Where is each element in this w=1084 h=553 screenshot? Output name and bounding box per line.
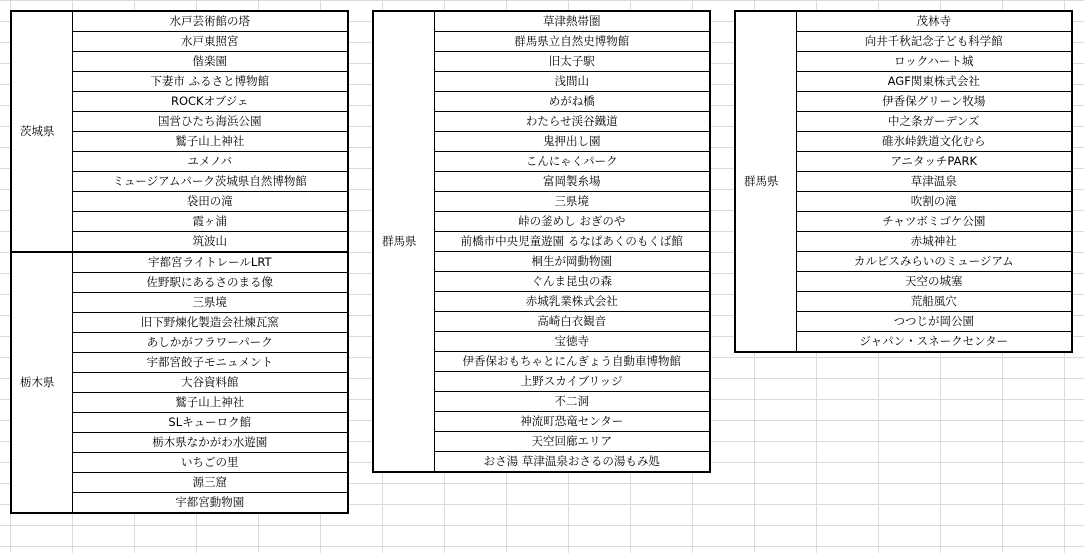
place-cell[interactable]: 水戸東照宮 <box>72 32 348 52</box>
table-row <box>11 11 348 32</box>
place-cell[interactable]: 旧下野煉化製造会社煉瓦窯 <box>72 313 348 333</box>
place-cell[interactable]: 宇都宮餃子モニュメント <box>72 353 348 373</box>
prefecture-cell[interactable]: 群馬県 <box>735 11 796 352</box>
place-cell[interactable]: ぐんま昆虫の森 <box>434 272 710 292</box>
place-cell[interactable]: 袋田の滝 <box>72 192 348 212</box>
table-ibaraki-tochigi <box>10 10 349 514</box>
place-cell[interactable]: めがね橋 <box>434 92 710 112</box>
prefecture-cell[interactable]: 栃木県 <box>11 252 72 513</box>
place-cell[interactable]: 峠の釜めし おぎのや <box>434 212 710 232</box>
place-cell[interactable]: つつじが岡公園 <box>796 312 1072 332</box>
place-cell[interactable]: 茂林寺 <box>796 11 1072 32</box>
place-cell[interactable]: 下妻市 ふるさと博物館 <box>72 72 348 92</box>
place-cell[interactable]: 吹割の滝 <box>796 192 1072 212</box>
place-cell[interactable]: 向井千秋記念子ども科学館 <box>796 32 1072 52</box>
place-cell[interactable]: ユメノバ <box>72 152 348 172</box>
place-cell[interactable]: 宝徳寺 <box>434 332 710 352</box>
place-cell[interactable]: AGF関東株式会社 <box>796 72 1072 92</box>
prefecture-cell[interactable]: 茨城県 <box>11 11 72 252</box>
place-cell[interactable]: ジャパン・スネークセンター <box>796 332 1072 353</box>
place-cell[interactable]: 佐野駅にあるさのまる像 <box>72 273 348 293</box>
place-cell[interactable]: いちごの里 <box>72 453 348 473</box>
place-cell[interactable]: 霞ヶ浦 <box>72 212 348 232</box>
place-cell[interactable]: カルピスみらいのミュージアム <box>796 252 1072 272</box>
table-row <box>11 252 348 273</box>
place-cell[interactable]: 大谷資料館 <box>72 373 348 393</box>
place-cell[interactable]: 鷲子山上神社 <box>72 132 348 152</box>
place-cell[interactable]: 三県境 <box>72 293 348 313</box>
table-gunma-1 <box>372 10 711 473</box>
place-cell[interactable]: 神流町恐竜センター <box>434 412 710 432</box>
place-cell[interactable]: 草津熱帯圏 <box>434 11 710 32</box>
place-cell[interactable]: 伊香保おもちゃとにんぎょう自動車博物館 <box>434 352 710 372</box>
place-cell[interactable]: 水戸芸術館の塔 <box>72 11 348 32</box>
place-cell[interactable]: 鷲子山上神社 <box>72 393 348 413</box>
place-cell[interactable]: 伊香保グリーン牧場 <box>796 92 1072 112</box>
place-cell[interactable]: あしかがフラワーパーク <box>72 333 348 353</box>
place-cell[interactable]: ROCKオブジェ <box>72 92 348 112</box>
place-cell[interactable]: 浅間山 <box>434 72 710 92</box>
place-cell[interactable]: 宇都宮ライトレールLRT <box>72 252 348 273</box>
place-cell[interactable]: 赤城乳業株式会社 <box>434 292 710 312</box>
place-cell[interactable]: 碓氷峠鉄道文化むら <box>796 132 1072 152</box>
place-cell[interactable]: 中之条ガーデンズ <box>796 112 1072 132</box>
place-cell[interactable]: ロックハート城 <box>796 52 1072 72</box>
place-cell[interactable]: 宇都宮動物園 <box>72 493 348 514</box>
place-cell[interactable]: 群馬県立自然史博物館 <box>434 32 710 52</box>
place-cell[interactable]: 鬼押出し園 <box>434 132 710 152</box>
place-cell[interactable]: 草津温泉 <box>796 172 1072 192</box>
place-cell[interactable]: 上野スカイブリッジ <box>434 372 710 392</box>
place-cell[interactable]: 天空回廊エリア <box>434 432 710 452</box>
place-cell[interactable]: 栃木県なかがわ水遊園 <box>72 433 348 453</box>
place-cell[interactable]: 筑波山 <box>72 232 348 253</box>
place-cell[interactable]: 富岡製糸場 <box>434 172 710 192</box>
place-cell[interactable]: 天空の城塞 <box>796 272 1072 292</box>
place-cell[interactable]: わたらせ渓谷鐵道 <box>434 112 710 132</box>
place-cell[interactable]: 偕楽園 <box>72 52 348 72</box>
place-cell[interactable]: 国営ひたち海浜公園 <box>72 112 348 132</box>
place-cell[interactable]: 不二洞 <box>434 392 710 412</box>
place-cell[interactable]: 赤城神社 <box>796 232 1072 252</box>
place-cell[interactable]: 旧太子駅 <box>434 52 710 72</box>
place-cell[interactable]: 桐生が岡動物園 <box>434 252 710 272</box>
place-cell[interactable]: アニタッチPARK <box>796 152 1072 172</box>
place-cell[interactable]: 前橋市中央児童遊園 るなぱあくのもくば館 <box>434 232 710 252</box>
table-row <box>735 11 1072 32</box>
place-cell[interactable]: 源三窟 <box>72 473 348 493</box>
place-cell[interactable]: 荒船風穴 <box>796 292 1072 312</box>
place-cell[interactable]: 高崎白衣観音 <box>434 312 710 332</box>
place-cell[interactable]: おさ湯 草津温泉おさるの湯もみ処 <box>434 452 710 473</box>
place-cell[interactable]: 三県境 <box>434 192 710 212</box>
place-cell[interactable]: こんにゃくパーク <box>434 152 710 172</box>
place-cell[interactable]: チャツボミゴケ公園 <box>796 212 1072 232</box>
place-cell[interactable]: SLキューロク館 <box>72 413 348 433</box>
table-row <box>373 11 710 32</box>
table-gunma-2 <box>734 10 1073 353</box>
place-cell[interactable]: ミュージアムパーク茨城県自然博物館 <box>72 172 348 192</box>
prefecture-cell[interactable]: 群馬県 <box>373 11 434 472</box>
